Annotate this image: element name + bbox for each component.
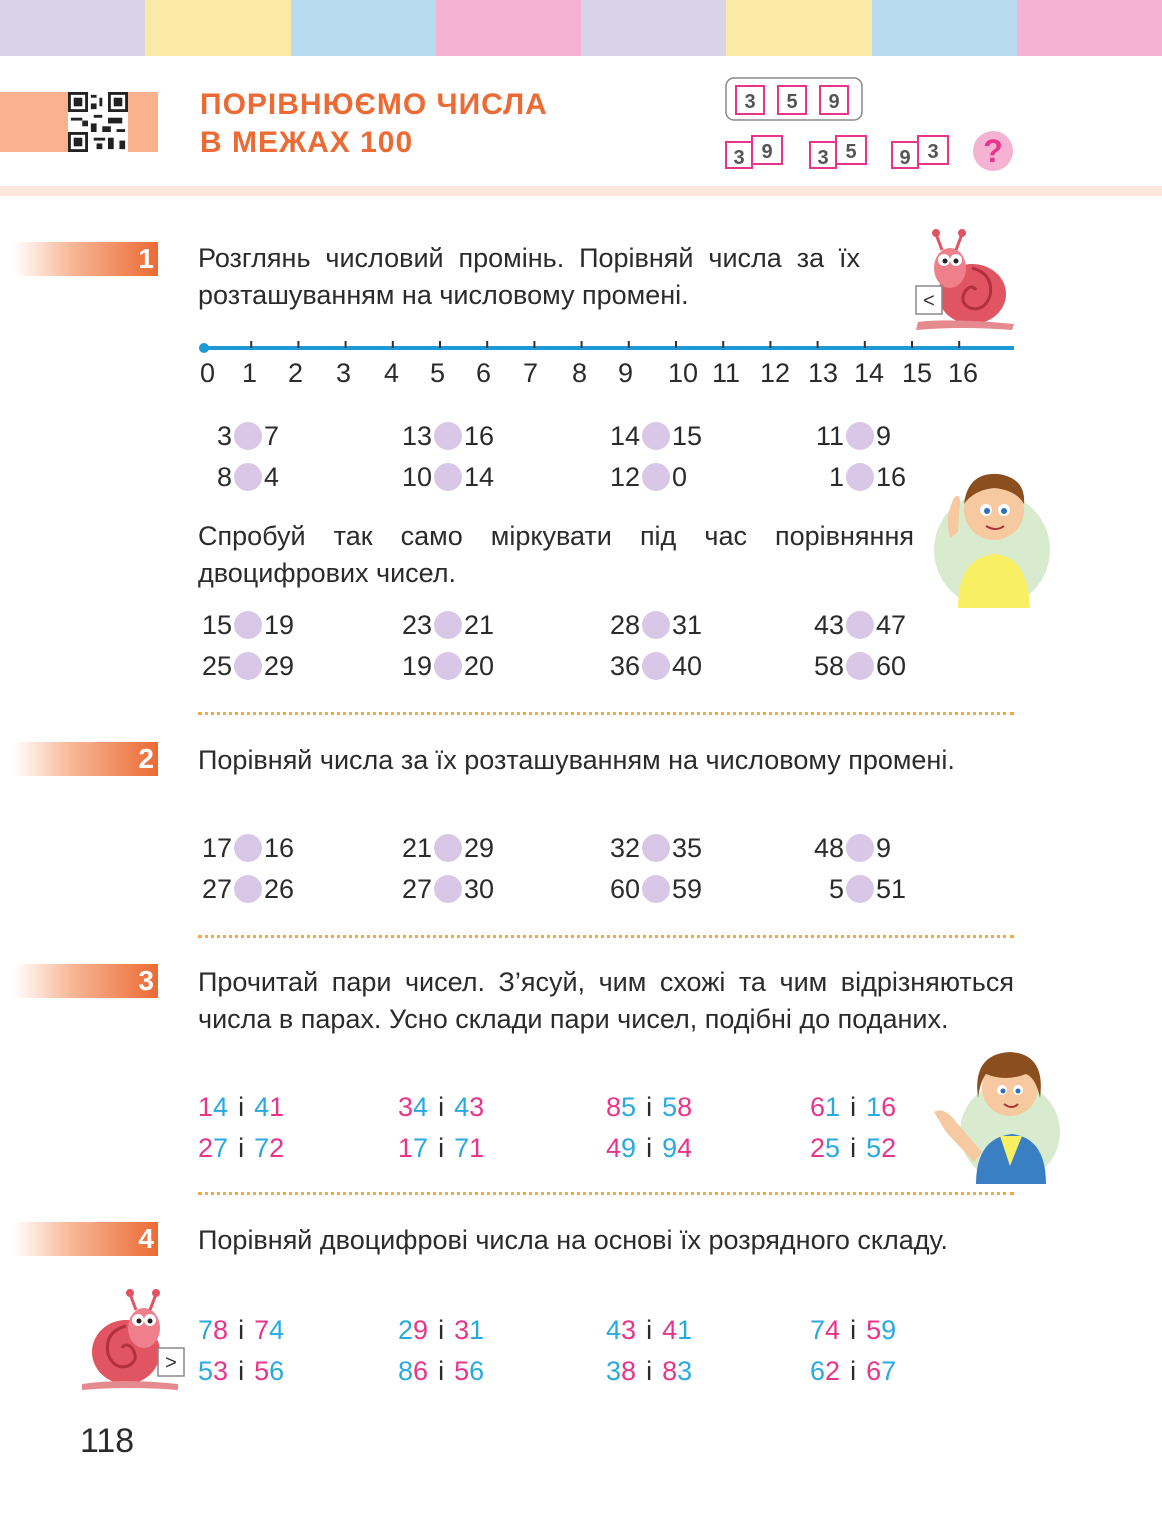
number-pair <box>198 1351 284 1391</box>
number-line-label: 6 <box>476 358 492 388</box>
comparison-slot[interactable] <box>846 652 874 680</box>
pair-connector: і <box>438 1133 445 1163</box>
left-number: 12 <box>609 462 640 492</box>
pair-connector: і <box>850 1092 857 1122</box>
comparison-item <box>606 605 702 645</box>
number-line-label: 4 <box>384 358 400 388</box>
number-line-label: 10 <box>668 358 699 388</box>
comparison-slot[interactable] <box>846 875 874 903</box>
comparison-item <box>398 828 494 868</box>
comparison-slot[interactable] <box>234 422 262 450</box>
pair-number-digits: 38 <box>606 1356 637 1386</box>
card-3-right: 3 <box>927 141 939 163</box>
pair-number-digits: 74 <box>810 1315 841 1345</box>
comparison-item <box>810 646 906 686</box>
comparison-item <box>398 869 494 909</box>
comparison-slot[interactable] <box>234 463 262 491</box>
comparison-slot[interactable] <box>434 875 462 903</box>
pair-number-digits: 67 <box>866 1356 897 1386</box>
girl-illustration <box>926 1044 1062 1184</box>
comparison-item <box>198 605 294 645</box>
qr-code-icon[interactable] <box>68 92 128 152</box>
right-number: 59 <box>672 874 703 904</box>
pair-number-digits: 58 <box>662 1092 693 1122</box>
comparison-item <box>398 416 494 456</box>
exercise-1-tab <box>14 242 158 276</box>
right-number: 15 <box>672 421 703 451</box>
pair-connector: і <box>646 1133 653 1163</box>
pair-number-digits: 49 <box>606 1133 637 1163</box>
card-2-left: 3 <box>817 147 829 169</box>
left-number: 5 <box>828 874 844 904</box>
exercise-3-number: 3 <box>138 965 154 996</box>
exercise-2-number: 2 <box>138 743 154 774</box>
left-number: 13 <box>401 421 432 451</box>
pair-connector: і <box>238 1092 245 1122</box>
number-line-label: 9 <box>618 358 634 388</box>
right-number: 30 <box>464 874 495 904</box>
right-number: 26 <box>264 874 295 904</box>
comparison-slot[interactable] <box>846 834 874 862</box>
snail-icon <box>910 226 1020 332</box>
pair-number-digits: 52 <box>866 1133 897 1163</box>
pair-number-digits: 56 <box>254 1356 285 1386</box>
sign-card-less: < <box>923 290 935 312</box>
left-number: 25 <box>201 651 232 681</box>
pair-number-digits: 59 <box>866 1315 897 1345</box>
pair-connector: і <box>646 1315 653 1345</box>
header-divider <box>0 186 1162 196</box>
digit-box-top <box>736 86 848 114</box>
pair-number-digits: 34 <box>398 1092 429 1122</box>
left-number: 11 <box>815 421 844 451</box>
left-number: 8 <box>216 462 232 492</box>
pair-number-digits: 85 <box>606 1092 637 1122</box>
number-line-label: 3 <box>336 358 352 388</box>
pair-number-digits: 83 <box>662 1356 693 1386</box>
pair-number-digits: 62 <box>810 1356 841 1386</box>
comparison-item <box>398 457 494 497</box>
comparison-slot[interactable] <box>846 422 874 450</box>
right-number: 40 <box>672 651 703 681</box>
number-pair <box>198 1087 284 1127</box>
pair-number-digits: 14 <box>198 1092 229 1122</box>
comparison-slot[interactable] <box>846 463 874 491</box>
title-line-2: В МЕЖАХ 100 <box>200 126 414 159</box>
left-number: 1 <box>828 462 844 492</box>
comparison-slot[interactable] <box>434 611 462 639</box>
number-pair <box>606 1087 692 1127</box>
number-line-label: 12 <box>760 358 791 388</box>
number-pair <box>398 1087 484 1127</box>
section-divider-1 <box>198 712 1014 715</box>
page-title <box>200 86 548 162</box>
right-number: 31 <box>672 610 703 640</box>
pair-number-digits: 29 <box>398 1315 429 1345</box>
pair-connector: і <box>646 1356 653 1386</box>
right-number: 9 <box>876 421 892 451</box>
pair-number-digits: 41 <box>662 1315 693 1345</box>
pair-connector: і <box>438 1356 445 1386</box>
right-number: 35 <box>672 833 703 863</box>
comparison-slot[interactable] <box>234 652 262 680</box>
top-color-stripes <box>0 0 1162 56</box>
number-pair <box>810 1087 896 1127</box>
page-number: 118 <box>80 1422 135 1460</box>
left-number: 27 <box>201 874 232 904</box>
number-pair <box>398 1310 484 1350</box>
pair-number-digits: 53 <box>198 1356 229 1386</box>
number-line-label: 13 <box>808 358 839 388</box>
exercise-4-text: Порівняй двоцифрові числа на основі їх розрядного складу. <box>198 1225 948 1255</box>
comparison-item <box>398 605 494 645</box>
pair-connector: і <box>850 1315 857 1345</box>
right-number: 16 <box>464 421 495 451</box>
comparison-item <box>810 828 891 868</box>
right-number: 14 <box>464 462 495 492</box>
pair-connector: і <box>438 1092 445 1122</box>
number-line-label: 2 <box>288 358 304 388</box>
comparison-item <box>606 869 702 909</box>
left-number: 43 <box>813 610 844 640</box>
pair-number-digits: 41 <box>254 1092 285 1122</box>
left-number: 32 <box>609 833 640 863</box>
number-pair <box>398 1128 484 1168</box>
title-line-1: ПОРІВНЮЄМО ЧИСЛА <box>200 88 548 121</box>
digit-card-pairs <box>726 136 948 169</box>
pair-number-digits: 56 <box>454 1356 485 1386</box>
snail-icon-2 <box>80 1288 190 1392</box>
exercise-3-text: Прочитай пари чисел. З’ясуй, чим схожі та чим відрізняються числа в парах. Усно склади пари чисел, подібні до поданих. <box>198 967 1014 1034</box>
number-pair <box>810 1128 896 1168</box>
number-line-label: 8 <box>572 358 588 388</box>
boy-illustration <box>928 458 1052 608</box>
comparison-item <box>810 869 906 909</box>
right-number: 29 <box>264 651 295 681</box>
comparison-slot[interactable] <box>234 875 262 903</box>
number-pair <box>606 1128 692 1168</box>
exercise-3-tab <box>14 964 158 998</box>
comparison-item <box>398 646 494 686</box>
card-3-left: 9 <box>899 147 911 169</box>
number-line-label: 11 <box>712 358 741 388</box>
right-number: 0 <box>672 462 688 492</box>
comparison-slot[interactable] <box>642 834 670 862</box>
left-number: 36 <box>609 651 640 681</box>
comparison-slot[interactable] <box>234 611 262 639</box>
comparison-item <box>810 457 906 497</box>
pair-number-digits: 25 <box>810 1133 841 1163</box>
comparison-slot[interactable] <box>434 652 462 680</box>
pair-number-digits: 61 <box>810 1092 841 1122</box>
right-number: 29 <box>464 833 495 863</box>
digit-top-3: 9 <box>828 91 840 113</box>
pair-number-digits: 78 <box>198 1315 229 1345</box>
pair-number-digits: 86 <box>398 1356 429 1386</box>
number-line-label: 1 <box>242 358 258 388</box>
comparison-item <box>198 828 294 868</box>
pair-connector: і <box>238 1315 245 1345</box>
digit-cards-illustration <box>724 76 1024 176</box>
digit-top-2: 5 <box>786 91 798 113</box>
digit-top-1: 3 <box>744 91 756 113</box>
number-line-label: 0 <box>200 358 216 388</box>
comparison-slot[interactable] <box>434 422 462 450</box>
left-number: 48 <box>813 833 844 863</box>
left-number: 28 <box>609 610 640 640</box>
number-pair <box>606 1310 692 1350</box>
number-pair <box>198 1310 284 1350</box>
comparison-slot[interactable] <box>846 611 874 639</box>
left-number: 17 <box>201 833 232 863</box>
comparison-slot[interactable] <box>234 834 262 862</box>
right-number: 9 <box>876 833 892 863</box>
exercise-4-number: 4 <box>138 1223 154 1254</box>
exercise-2-text: Порівняй числа за їх розташуванням на числовому промені. <box>198 745 955 775</box>
exercise-1-text: Розглянь числовий промінь. Порівняй числа за їх розташуванням на числовому промені. <box>198 243 860 310</box>
pair-connector: і <box>850 1133 857 1163</box>
comparison-slot[interactable] <box>642 652 670 680</box>
pair-number-digits: 72 <box>254 1133 285 1163</box>
comparison-item <box>810 605 906 645</box>
comparison-item <box>606 416 702 456</box>
comparison-item <box>198 457 279 497</box>
section-divider-3 <box>198 1192 1014 1195</box>
pair-number-digits: 31 <box>454 1315 485 1345</box>
sign-card-greater: > <box>165 1352 177 1374</box>
pair-number-digits: 27 <box>198 1133 229 1163</box>
pair-connector: і <box>646 1092 653 1122</box>
right-number: 21 <box>464 610 495 640</box>
exercise-1-number: 1 <box>138 243 154 274</box>
pair-connector: і <box>238 1356 245 1386</box>
pair-number-digits: 17 <box>398 1133 429 1163</box>
card-2-right: 5 <box>845 141 857 163</box>
comparison-slot[interactable] <box>434 463 462 491</box>
number-pair <box>810 1310 896 1350</box>
comparison-slot[interactable] <box>642 611 670 639</box>
comparison-item <box>606 457 687 497</box>
pair-connector: і <box>438 1315 445 1345</box>
right-number: 16 <box>264 833 295 863</box>
pair-connector: і <box>850 1356 857 1386</box>
left-number: 58 <box>813 651 844 681</box>
number-pair <box>606 1351 692 1391</box>
card-1-left: 3 <box>733 147 745 169</box>
left-number: 21 <box>401 833 432 863</box>
number-line-label: 14 <box>854 358 885 388</box>
pair-number-digits: 43 <box>454 1092 485 1122</box>
left-number: 10 <box>401 462 432 492</box>
number-line-label: 5 <box>430 358 446 388</box>
right-number: 51 <box>876 874 907 904</box>
left-number: 15 <box>201 610 232 640</box>
comparison-item <box>606 828 702 868</box>
right-number: 20 <box>464 651 495 681</box>
comparison-item <box>198 646 294 686</box>
pair-number-digits: 16 <box>866 1092 897 1122</box>
left-number: 3 <box>216 421 232 451</box>
left-number: 27 <box>401 874 432 904</box>
exercise-1-text-2: Спробуй так само міркувати під час порівняння двоцифрових чисел. <box>198 521 914 588</box>
pair-number-digits: 74 <box>254 1315 285 1345</box>
pair-number-digits: 43 <box>606 1315 637 1345</box>
number-line <box>196 336 1020 360</box>
comparison-slot[interactable] <box>642 463 670 491</box>
left-number: 23 <box>401 610 432 640</box>
number-line-label: 15 <box>902 358 933 388</box>
number-pair <box>398 1351 484 1391</box>
number-line-label: 16 <box>948 358 979 388</box>
comparison-slot[interactable] <box>434 834 462 862</box>
exercise-4-tab <box>14 1222 158 1256</box>
section-divider-2 <box>198 935 1014 938</box>
pair-connector: і <box>238 1133 245 1163</box>
number-line-label: 7 <box>523 358 539 388</box>
right-number: 4 <box>264 462 280 492</box>
exercise-2-tab <box>14 742 158 776</box>
comparison-slot[interactable] <box>642 875 670 903</box>
comparison-item <box>198 869 294 909</box>
right-number: 47 <box>876 610 907 640</box>
comparison-item <box>198 416 279 456</box>
right-number: 7 <box>264 421 280 451</box>
number-pair <box>198 1128 284 1168</box>
right-number: 60 <box>876 651 907 681</box>
comparison-item <box>606 646 702 686</box>
left-number: 60 <box>609 874 640 904</box>
comparison-slot[interactable] <box>642 422 670 450</box>
right-number: 19 <box>264 610 295 640</box>
question-mark: ? <box>983 133 1003 169</box>
left-number: 14 <box>609 421 640 451</box>
pair-number-digits: 94 <box>662 1133 693 1163</box>
number-pair <box>810 1351 896 1391</box>
pair-number-digits: 71 <box>454 1133 485 1163</box>
comparison-item <box>810 416 891 456</box>
left-number: 19 <box>401 651 432 681</box>
right-number: 16 <box>876 462 907 492</box>
card-1-right: 9 <box>761 141 773 163</box>
